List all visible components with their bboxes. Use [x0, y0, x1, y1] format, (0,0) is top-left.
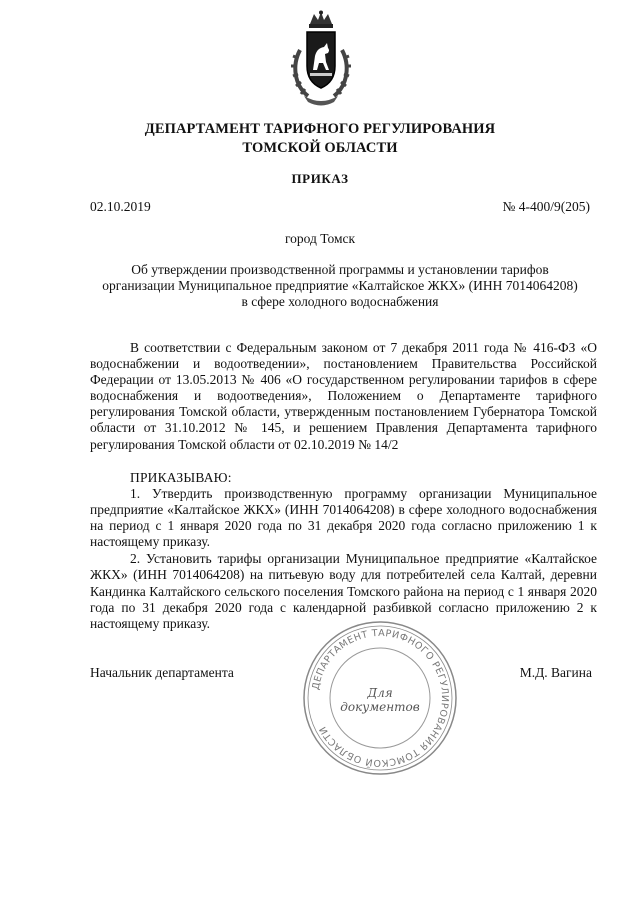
- order-items: [90, 486, 597, 633]
- stamp-inner-text: [300, 686, 460, 714]
- order-subject: [90, 262, 590, 310]
- tomsk-coat-of-arms-icon: [288, 10, 354, 106]
- order-title: ПРИКАЗ: [291, 171, 349, 186]
- stamp-inner-line1: Для: [367, 686, 393, 700]
- signer-name: М.Д. Вагина: [519, 665, 592, 680]
- city-name: город Томск: [284, 231, 356, 246]
- order-date: 02.10.2019: [90, 199, 151, 214]
- order-number: № 4-400/9(205): [502, 199, 590, 214]
- department-title-line2: ТОМСКОЙ ОБЛАСТИ: [242, 140, 398, 156]
- subject-line2: организации Муниципальное предприятие «Калтайское ЖКХ» (ИНН 7014064208): [102, 278, 578, 293]
- department-title: [0, 120, 640, 158]
- order-item-1: 1. Утвердить производственную программу организации Муниципальное предприятие «Калтайское ЖКХ» (ИНН 7014064208) в сфере холодного водоснабжения на период с 1 января 2020 года по 31 декабря 2020 года согласно приложению 1 к настоящему приказу.: [90, 486, 597, 550]
- order-word: ПРИКАЗЫВАЮ:: [130, 470, 232, 485]
- department-title-line1: ДЕПАРТАМЕНТ ТАРИФНОГО РЕГУЛИРОВАНИЯ: [144, 121, 496, 137]
- order-item-2: 2. Установить тарифы организации Муниципальное предприятие «Калтайское ЖКХ» (ИНН 7014064208) на питьевую воду для потребителей села Калтай, деревни Кандинка Калтайского сельского поселения Томского района на период с 1 января 2020 года по 31 декабря 2020 года с календарной разбивкой согласно приложению 2 к настоящему приказу.: [90, 551, 597, 631]
- subject-line3: в сфере холодного водоснабжения: [241, 294, 439, 309]
- preamble-paragraph: В соответствии с Федеральным законом от 7 декабря 2011 года № 416-ФЗ «О водоснабжении и водоотведении», постановлением Правительства Российской Федерации от 13.05.2013 № 406 «О государственном регулировании тарифов в сфере водоснабжения и водоотведения», Положением о Департаменте тарифного регулирования Томской области, утвержденным постановлением Губернатора Томской области от 31.10.2012 № 145, и решением Правления Департамента тарифного регулирования Томской области от 02.10.2019 № 14/2: [90, 340, 597, 452]
- subject-line1: Об утверждении производственной программы и установлении тарифов: [131, 262, 549, 277]
- stamp-ring-text: ДЕПАРТАМЕНТ ТАРИФНОГО РЕГУЛИРОВАНИЯ ТОМСКОЙ ОБЛАСТИ: [310, 627, 451, 769]
- stamp-inner-line2: документов: [340, 700, 420, 714]
- signer-title: Начальник департамента: [90, 665, 234, 680]
